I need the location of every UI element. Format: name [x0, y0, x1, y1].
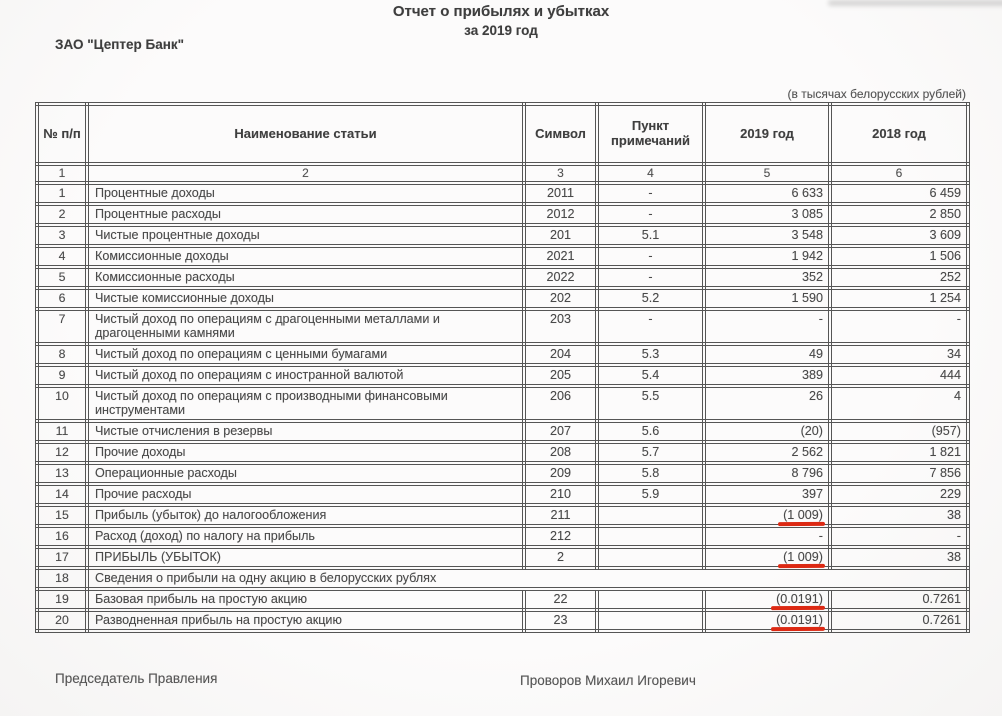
header-row-number: № п/п: [37, 104, 87, 164]
table-row: [37, 463, 968, 484]
column-number: 1: [37, 164, 87, 183]
symbol-cell: 22: [524, 589, 597, 610]
item-name-cell: Процентные доходы: [87, 183, 524, 204]
value-2019-cell: [704, 547, 830, 568]
table-row: [37, 344, 968, 365]
item-name-cell: Базовая прибыль на простую акцию: [87, 589, 524, 610]
row-number-cell: 13: [37, 463, 87, 484]
row-number-cell: 16: [37, 526, 87, 547]
note-cell: 5.5: [597, 386, 704, 421]
note-cell: [597, 547, 704, 568]
report-title: Отчет о прибылях и убытках: [392, 3, 610, 20]
column-number: 3: [524, 164, 597, 183]
value-2018-cell: (957): [830, 421, 968, 442]
value-2019: 6 633: [791, 186, 823, 200]
table-row: [37, 204, 968, 225]
value-2018-cell: 1 506: [830, 246, 968, 267]
symbol-cell: 203: [524, 309, 597, 344]
value-2019-red-underlined: (1 009): [783, 550, 823, 564]
item-name-cell: Прочие расходы: [87, 484, 524, 505]
value-2019-red-underlined: (1 009): [783, 508, 823, 522]
value-2019: 352: [801, 270, 823, 284]
table-row: [37, 526, 968, 547]
symbol-cell: 212: [524, 526, 597, 547]
value-2019-cell: [704, 463, 830, 484]
value-2019: 49: [808, 347, 823, 361]
symbol-cell: 206: [524, 386, 597, 421]
value-2018-cell: 0.7261: [830, 589, 968, 610]
row-number-cell: 6: [37, 288, 87, 309]
note-cell: 5.8: [597, 463, 704, 484]
value-2018-cell: 1 254: [830, 288, 968, 309]
row-number-cell: 11: [37, 421, 87, 442]
value-2019-cell: [704, 365, 830, 386]
company-name: ЗАО "Цептер Банк": [55, 37, 185, 52]
symbol-cell: 210: [524, 484, 597, 505]
value-2019: 8 796: [791, 466, 823, 480]
item-name-cell: Комиссионные расходы: [87, 267, 524, 288]
item-name-cell: Чистый доход по операциям с иностранной валютой: [87, 365, 524, 386]
value-2019-cell: [704, 442, 830, 463]
row-number-cell: 9: [37, 365, 87, 386]
row-number-cell: 2: [37, 204, 87, 225]
note-cell: [597, 610, 704, 631]
section-title-cell: Сведения о прибыли на одну акцию в белорусских рублях: [87, 568, 968, 589]
value-2019: 389: [801, 368, 823, 382]
row-number-cell: 14: [37, 484, 87, 505]
note-cell: 5.7: [597, 442, 704, 463]
symbol-cell: 204: [524, 344, 597, 365]
header-year-2019: 2019 год: [704, 104, 830, 164]
header-symbol: Символ: [524, 104, 597, 164]
value-2018-cell: 444: [830, 365, 968, 386]
item-name-cell: Чистые процентные доходы: [87, 225, 524, 246]
table-row: [37, 365, 968, 386]
row-number-cell: 17: [37, 547, 87, 568]
value-2019: -: [818, 312, 823, 326]
symbol-cell: 208: [524, 442, 597, 463]
row-number-cell: 19: [37, 589, 87, 610]
table-row: [37, 309, 968, 344]
row-number-cell: 5: [37, 267, 87, 288]
note-cell: -: [597, 183, 704, 204]
value-2018-cell: 7 856: [830, 463, 968, 484]
note-cell: 5.6: [597, 421, 704, 442]
signature-role: Председатель Правления: [55, 671, 218, 686]
row-number-cell: 1: [37, 183, 87, 204]
value-2018-cell: 2 850: [830, 204, 968, 225]
column-number: 2: [87, 164, 524, 183]
value-2019: 1 942: [791, 249, 823, 263]
note-cell: -: [597, 246, 704, 267]
note-cell: 5.4: [597, 365, 704, 386]
item-name-cell: Расход (доход) по налогу на прибыль: [87, 526, 524, 547]
row-number-cell: 10: [37, 386, 87, 421]
item-name-cell: Чистый доход по операциям с ценными бумагами: [87, 344, 524, 365]
symbol-cell: 202: [524, 288, 597, 309]
value-2018-cell: 38: [830, 547, 968, 568]
value-2018-cell: 3 609: [830, 225, 968, 246]
value-2019-red-underlined: (0.0191): [776, 592, 823, 606]
report-subtitle: за 2019 год: [464, 23, 538, 38]
note-cell: 5.1: [597, 225, 704, 246]
value-2018-cell: 229: [830, 484, 968, 505]
value-2018-cell: 34: [830, 344, 968, 365]
value-2019: -: [818, 529, 823, 543]
table-header-row: [37, 104, 968, 164]
value-2018-cell: 4: [830, 386, 968, 421]
value-2018-cell: 38: [830, 505, 968, 526]
table-row: [37, 267, 968, 288]
note-cell: [597, 589, 704, 610]
symbol-cell: 2022: [524, 267, 597, 288]
item-name-cell: Операционные расходы: [87, 463, 524, 484]
item-name-cell: Прочие доходы: [87, 442, 524, 463]
symbol-cell: 2: [524, 547, 597, 568]
value-2019-cell: [704, 610, 830, 631]
row-number-cell: 4: [37, 246, 87, 267]
value-2018-cell: -: [830, 309, 968, 344]
value-2019-cell: [704, 225, 830, 246]
row-number-cell: 15: [37, 505, 87, 526]
value-2019-cell: [704, 204, 830, 225]
table-row: [37, 421, 968, 442]
column-number: 4: [597, 164, 704, 183]
row-number-cell: 7: [37, 309, 87, 344]
signature-name: Проворов Михаил Игоревич: [520, 673, 696, 688]
item-name-cell: Чистый доход по операциям с производными финансовыми инструментами: [87, 386, 524, 421]
symbol-cell: 205: [524, 365, 597, 386]
value-2019: (20): [800, 424, 823, 438]
value-2018-cell: 252: [830, 267, 968, 288]
item-name-cell: Прибыль (убыток) до налогообложения: [87, 505, 524, 526]
value-2019: 1 590: [791, 291, 823, 305]
value-2019-cell: [704, 589, 830, 610]
table-row: [37, 589, 968, 610]
value-2019-cell: [704, 386, 830, 421]
value-2018-cell: 1 821: [830, 442, 968, 463]
note-cell: -: [597, 204, 704, 225]
value-2019: 26: [808, 389, 823, 403]
value-2019-cell: [704, 484, 830, 505]
value-2019-cell: [704, 267, 830, 288]
table-row: [37, 183, 968, 204]
value-2019-cell: [704, 183, 830, 204]
row-number-cell: 3: [37, 225, 87, 246]
value-2019: 2 562: [791, 445, 823, 459]
table-row: [37, 386, 968, 421]
units-note: (в тысячах белорусских рублей): [787, 87, 966, 101]
symbol-cell: 2011: [524, 183, 597, 204]
item-name-cell: Процентные расходы: [87, 204, 524, 225]
table-row: [37, 610, 968, 631]
value-2019-cell: [704, 526, 830, 547]
profit-loss-table: [35, 102, 970, 633]
value-2019: 3 548: [791, 228, 823, 242]
value-2018-cell: 6 459: [830, 183, 968, 204]
table-row: [37, 484, 968, 505]
symbol-cell: 207: [524, 421, 597, 442]
note-cell: [597, 526, 704, 547]
value-2019: 3 085: [791, 207, 823, 221]
row-number-cell: 18: [37, 568, 87, 589]
column-number: 6: [830, 164, 968, 183]
header-item-name: Наименование статьи: [87, 104, 524, 164]
row-number-cell: 12: [37, 442, 87, 463]
item-name-cell: Разводненная прибыль на простую акцию: [87, 610, 524, 631]
symbol-cell: 201: [524, 225, 597, 246]
note-cell: [597, 505, 704, 526]
value-2019-red-underlined: (0.0191): [776, 613, 823, 627]
note-cell: 5.2: [597, 288, 704, 309]
value-2019: 397: [801, 487, 823, 501]
item-name-cell: Чистые комиссионные доходы: [87, 288, 524, 309]
value-2018-cell: 0.7261: [830, 610, 968, 631]
item-name-cell: Чистый доход по операциям с драгоценными металлами и драгоценными камнями: [87, 309, 524, 344]
symbol-cell: 2012: [524, 204, 597, 225]
note-cell: -: [597, 267, 704, 288]
symbol-cell: 209: [524, 463, 597, 484]
table-row: [37, 225, 968, 246]
item-name-cell: Комиссионные доходы: [87, 246, 524, 267]
symbol-cell: 211: [524, 505, 597, 526]
table-row: [37, 568, 968, 589]
value-2018-cell: -: [830, 526, 968, 547]
report-table-wrap: [35, 102, 970, 633]
value-2019-cell: [704, 344, 830, 365]
value-2019-cell: [704, 246, 830, 267]
header-year-2018: 2018 год: [830, 104, 968, 164]
symbol-cell: 23: [524, 610, 597, 631]
value-2019-cell: [704, 505, 830, 526]
value-2019-cell: [704, 288, 830, 309]
row-number-cell: 20: [37, 610, 87, 631]
value-2019-cell: [704, 309, 830, 344]
column-number: 5: [704, 164, 830, 183]
table-row: [37, 288, 968, 309]
column-numbers-row: [37, 164, 968, 183]
table-row: [37, 505, 968, 526]
report-table-body: [37, 183, 968, 631]
note-cell: 5.3: [597, 344, 704, 365]
table-row: [37, 547, 968, 568]
symbol-cell: 2021: [524, 246, 597, 267]
value-2019-cell: [704, 421, 830, 442]
table-row: [37, 246, 968, 267]
note-cell: 5.9: [597, 484, 704, 505]
row-number-cell: 8: [37, 344, 87, 365]
note-cell: -: [597, 309, 704, 344]
header-note: Пункт примечаний: [597, 104, 704, 164]
item-name-cell: ПРИБЫЛЬ (УБЫТОК): [87, 547, 524, 568]
table-row: [37, 442, 968, 463]
item-name-cell: Чистые отчисления в резервы: [87, 421, 524, 442]
